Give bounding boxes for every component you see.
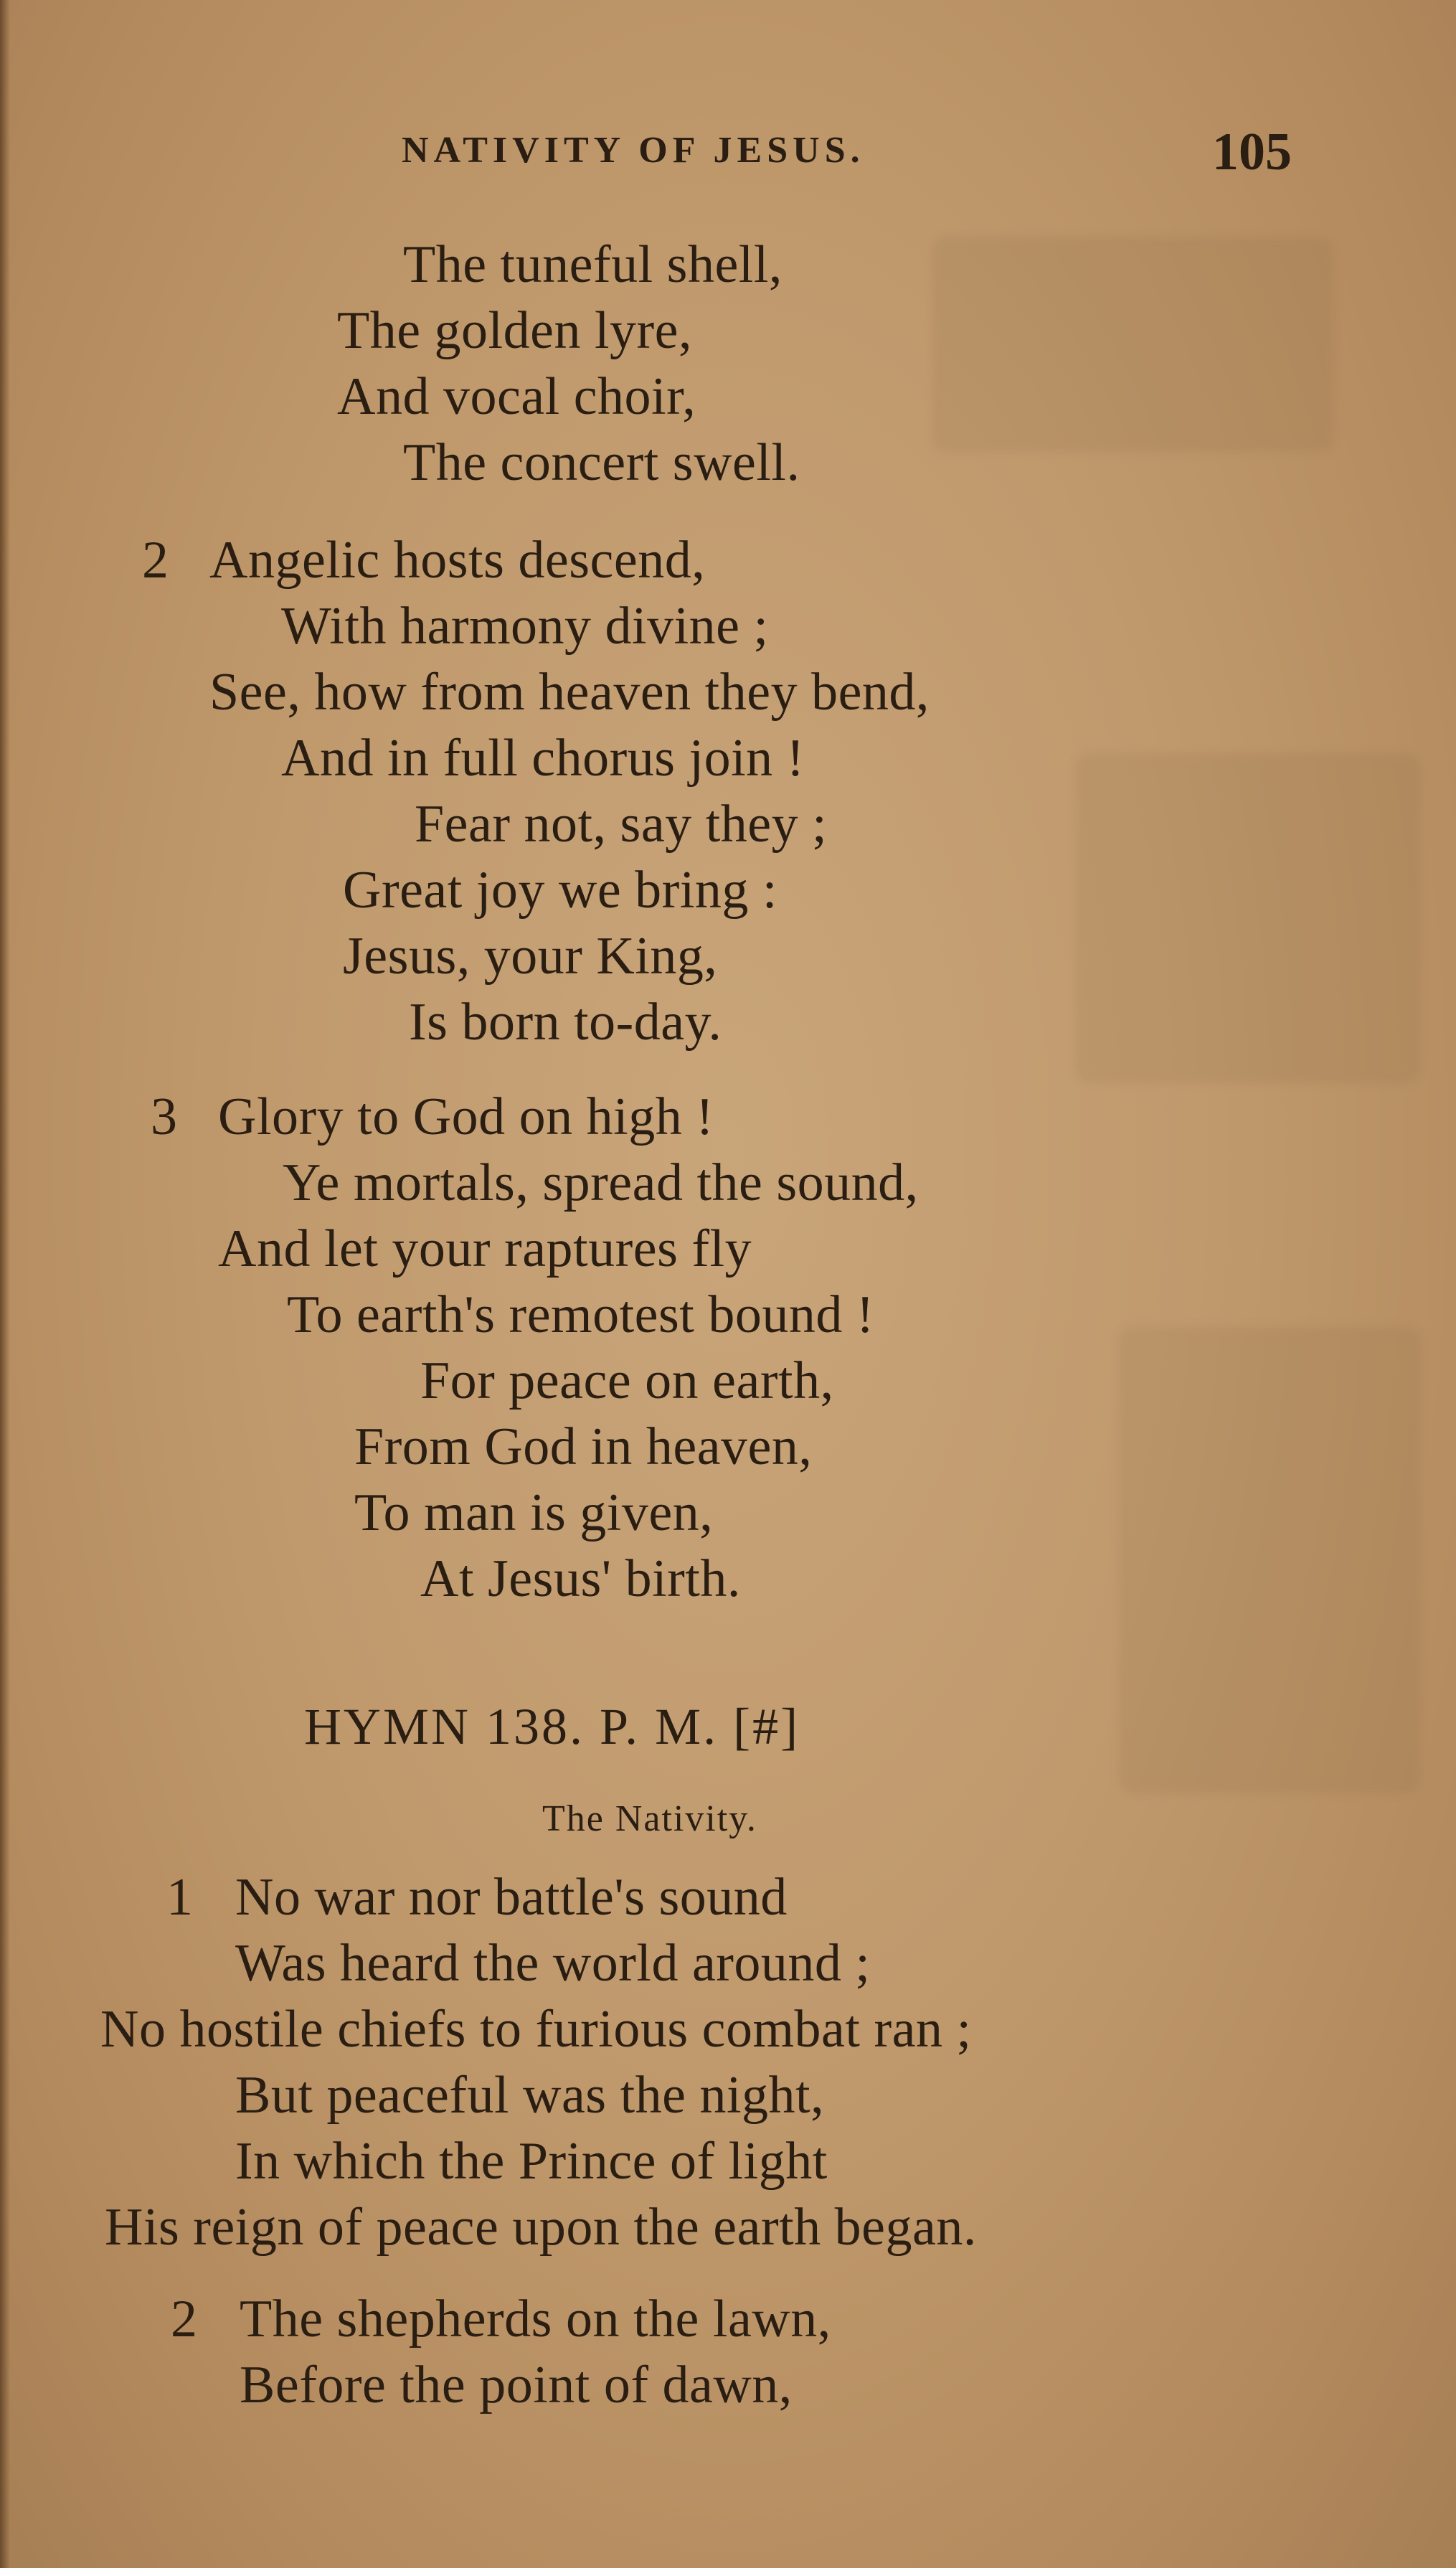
verse-line: Jesus, your King,: [343, 927, 718, 986]
verse-line: The concert swell.: [403, 433, 800, 492]
verse-line: Is born to-day.: [409, 993, 722, 1052]
bleed-through-shadow: [1119, 1327, 1420, 1793]
verse-line: His reign of peace upon the earth began.: [105, 2198, 977, 2257]
verse-line: Great joy we bring :: [343, 861, 777, 920]
hymn-title: HYMN 138. P. M. [#]: [304, 1698, 800, 1755]
verse-line: At Jesus' birth.: [420, 1549, 741, 1608]
stanza-number: 2: [142, 531, 169, 590]
verse-line: See, how from heaven they bend,: [209, 663, 930, 722]
verse-line: From God in heaven,: [354, 1417, 813, 1476]
verse-line: Ye mortals, spread the sound,: [283, 1153, 919, 1212]
verse-line: Before the point of dawn,: [240, 2356, 793, 2414]
verse-line: No hostile chiefs to furious combat ran ;: [100, 2000, 972, 2059]
verse-line: And vocal choir,: [337, 367, 696, 426]
verse-line: And in full chorus join !: [281, 729, 805, 788]
verse-line: Fear not, say they ;: [415, 795, 828, 854]
verse-line: Was heard the world around ;: [235, 1934, 871, 1993]
verse-line: To man is given,: [354, 1483, 714, 1542]
page-binding-edge: [0, 0, 10, 2568]
verse-line: The tuneful shell,: [403, 235, 783, 294]
stanza-number: 1: [166, 1868, 193, 1927]
page-number: 105: [1212, 123, 1292, 181]
bleed-through-shadow: [932, 237, 1334, 452]
verse-line: Angelic hosts descend,: [209, 531, 706, 590]
verse-line: And let your raptures fly: [218, 1219, 752, 1278]
verse-line: To earth's remotest bound !: [287, 1285, 875, 1344]
bleed-through-shadow: [1076, 753, 1420, 1083]
verse-line: The golden lyre,: [337, 301, 692, 360]
verse-line: No war nor battle's sound: [235, 1868, 788, 1927]
running-title: NATIVITY OF JESUS.: [402, 130, 865, 171]
verse-line: For peace on earth,: [420, 1351, 834, 1410]
verse-line: With harmony divine ;: [281, 597, 769, 656]
verse-line: But peaceful was the night,: [235, 2066, 825, 2125]
verse-line: In which the Prince of light: [235, 2132, 828, 2191]
verse-line: The shepherds on the lawn,: [240, 2290, 831, 2349]
hymn-subtitle: The Nativity.: [542, 1798, 757, 1839]
verse-line: Glory to God on high !: [218, 1087, 714, 1146]
stanza-number: 2: [171, 2290, 197, 2349]
stanza-number: 3: [151, 1087, 177, 1146]
